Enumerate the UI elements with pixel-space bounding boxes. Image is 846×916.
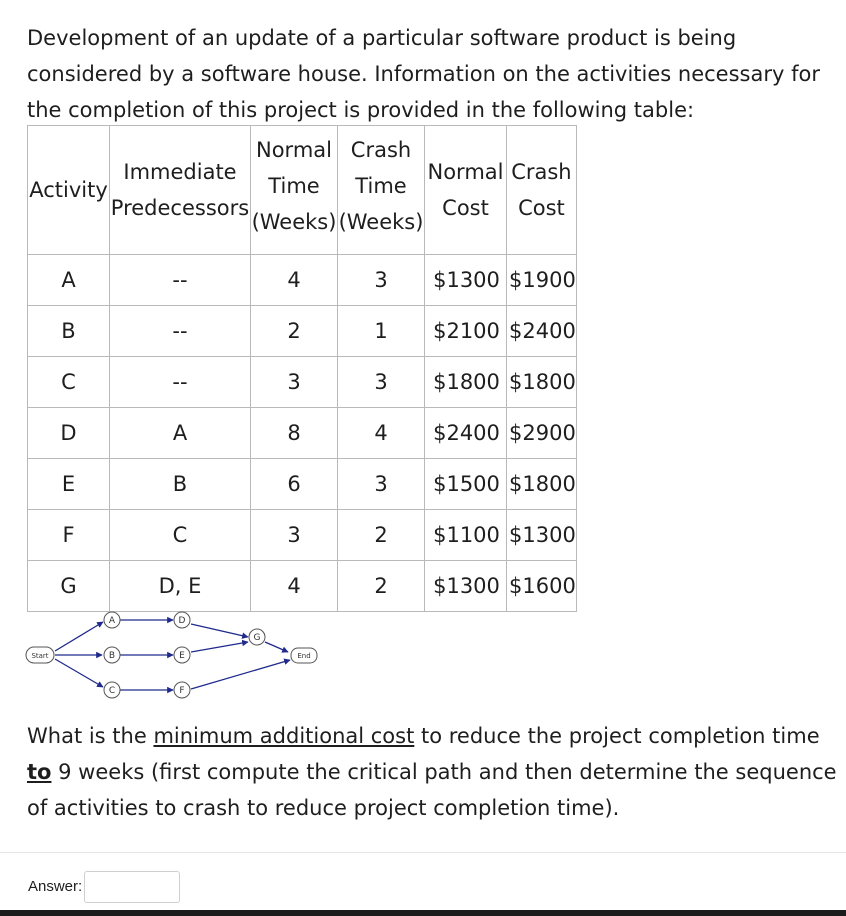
cell-crash-time: 3 bbox=[338, 459, 425, 510]
cell-crash-time: 2 bbox=[338, 510, 425, 561]
edge-e-g bbox=[191, 642, 248, 652]
section-divider bbox=[0, 852, 846, 853]
cell-predecessors: -- bbox=[110, 306, 251, 357]
cell-crash-cost: $1300 bbox=[507, 510, 577, 561]
problem-intro: Development of an update of a particular software product is being considered by a software house. Information on the activities necessary for the completion of this project is provided in the following table: bbox=[27, 26, 820, 122]
cell-normal-cost: $1300 bbox=[425, 561, 507, 612]
node-f-label: F bbox=[179, 686, 185, 696]
header-crash-time: Crash Time (Weeks) bbox=[338, 126, 425, 255]
cell-activity: A bbox=[28, 255, 110, 306]
answer-input[interactable] bbox=[84, 871, 180, 903]
cell-normal-time: 2 bbox=[251, 306, 338, 357]
edge-d-g bbox=[191, 624, 248, 637]
header-predecessors: Immediate Predecessors bbox=[110, 126, 251, 255]
cell-predecessors: D, E bbox=[110, 561, 251, 612]
cell-crash-time: 1 bbox=[338, 306, 425, 357]
project-network-diagram bbox=[25, 605, 325, 710]
cell-activity: F bbox=[28, 510, 110, 561]
cell-crash-cost: $2900 bbox=[507, 408, 577, 459]
cell-normal-time: 4 bbox=[251, 255, 338, 306]
cell-normal-time: 6 bbox=[251, 459, 338, 510]
node-e-label: E bbox=[179, 651, 185, 661]
question-emphasis-bold: to bbox=[27, 760, 52, 784]
edge-start-a bbox=[55, 622, 103, 651]
table-row bbox=[28, 408, 577, 459]
cell-crash-cost: $1800 bbox=[507, 459, 577, 510]
header-crash-cost: Crash Cost bbox=[507, 126, 577, 255]
cell-normal-cost: $2100 bbox=[425, 306, 507, 357]
answer-label: Answer: bbox=[28, 878, 83, 895]
cell-activity: G bbox=[28, 561, 110, 612]
question-text bbox=[27, 718, 837, 826]
edge-f-end bbox=[191, 660, 290, 689]
node-b-label: B bbox=[108, 651, 116, 661]
header-normal-time: Normal Time (Weeks) bbox=[251, 126, 338, 255]
cell-normal-time: 3 bbox=[251, 357, 338, 408]
cell-activity: E bbox=[28, 459, 110, 510]
cell-predecessors: -- bbox=[110, 255, 251, 306]
edge-start-c bbox=[55, 659, 103, 687]
question-part: to reduce the project completion time bbox=[414, 724, 820, 748]
question-part: What is the bbox=[27, 724, 154, 748]
table-row bbox=[28, 357, 577, 408]
end-node-label: End bbox=[297, 652, 311, 660]
table-row bbox=[28, 459, 577, 510]
cell-normal-time: 4 bbox=[251, 561, 338, 612]
cell-normal-cost: $1800 bbox=[425, 357, 507, 408]
question-emphasis: minimum additional cost bbox=[153, 724, 415, 748]
cell-crash-time: 3 bbox=[338, 255, 425, 306]
cell-normal-time: 3 bbox=[251, 510, 338, 561]
cell-crash-cost: $1600 bbox=[507, 561, 577, 612]
node-c-label: C bbox=[108, 686, 116, 696]
table-row bbox=[28, 510, 577, 561]
cell-predecessors: -- bbox=[110, 357, 251, 408]
cell-crash-time: 4 bbox=[338, 408, 425, 459]
table-header-row bbox=[28, 126, 577, 255]
cell-activity: B bbox=[28, 306, 110, 357]
bottom-bar bbox=[0, 910, 846, 916]
cell-normal-cost: $1100 bbox=[425, 510, 507, 561]
activity-table bbox=[27, 125, 577, 612]
cell-activity: C bbox=[28, 357, 110, 408]
edge-g-end bbox=[265, 642, 288, 652]
cell-crash-time: 2 bbox=[338, 561, 425, 612]
start-node-label: Start bbox=[31, 652, 49, 660]
header-activity: Activity bbox=[28, 126, 110, 255]
cell-predecessors: A bbox=[110, 408, 251, 459]
node-g-label: G bbox=[253, 633, 261, 643]
cell-normal-cost: $1300 bbox=[425, 255, 507, 306]
node-d-label: D bbox=[178, 616, 186, 626]
table-row bbox=[28, 255, 577, 306]
table-row bbox=[28, 306, 577, 357]
cell-normal-cost: $2400 bbox=[425, 408, 507, 459]
cell-predecessors: C bbox=[110, 510, 251, 561]
header-normal-cost: Normal Cost bbox=[425, 126, 507, 255]
cell-predecessors: B bbox=[110, 459, 251, 510]
cell-normal-time: 8 bbox=[251, 408, 338, 459]
cell-normal-cost: $1500 bbox=[425, 459, 507, 510]
table-row bbox=[28, 561, 577, 612]
node-a-label: A bbox=[108, 616, 116, 626]
cell-crash-cost: $1800 bbox=[507, 357, 577, 408]
cell-activity: D bbox=[28, 408, 110, 459]
cell-crash-time: 3 bbox=[338, 357, 425, 408]
cell-crash-cost: $1900 bbox=[507, 255, 577, 306]
question-part: 9 weeks (first compute the critical path and then determine the sequence of activities to crash to reduce project completion time). bbox=[27, 760, 837, 820]
cell-crash-cost: $2400 bbox=[507, 306, 577, 357]
